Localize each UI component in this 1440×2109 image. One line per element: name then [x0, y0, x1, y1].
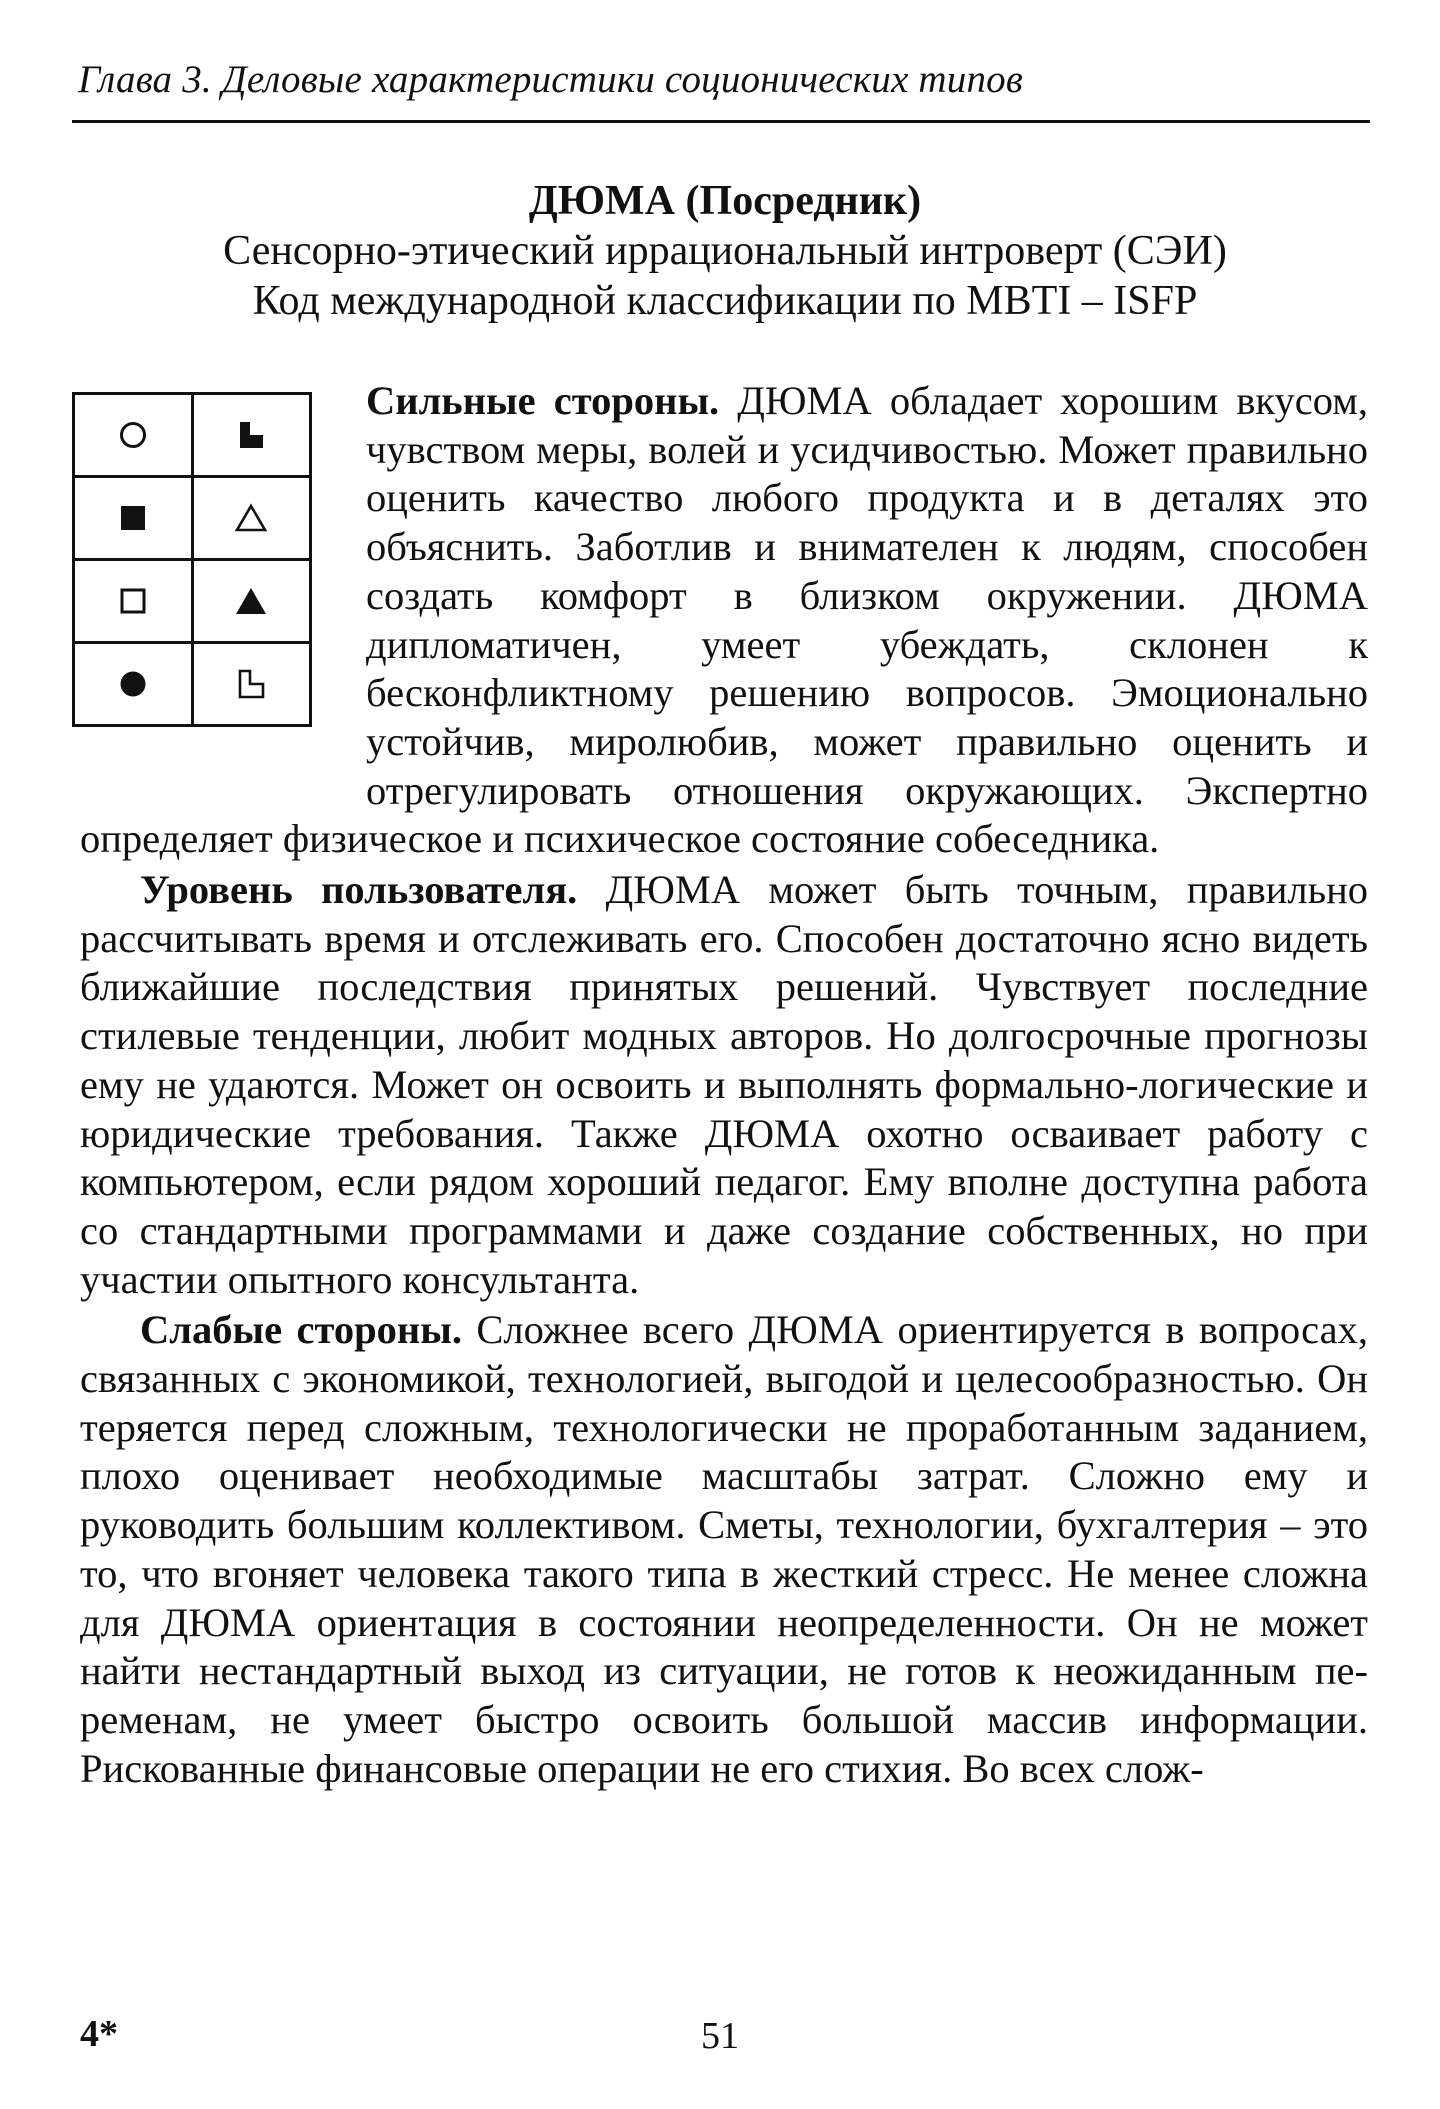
- type-name: ДЮМА (Посредник): [528, 178, 922, 224]
- page-number: 51: [701, 2015, 739, 2057]
- text-weaknesses: Сложнее всего ДЮМА ориентируется в вопросах, связанных с экономикой, технологией, выгодой и целесообразностью. Он теряется перед сложным, технологически не проработанным заданием, плохо оценивает необходимые масштабы затрат. Сложно ему и руководить большим коллективом. Сметы, технологии, бухгалтерия – это то, что вгоняет человека такого типа в жесткий стресс. Не менее сложна для ДЮМА ориентация в состоянии неопределенности. Он не может найти нестандартный выход из ситуации, не готов к неожиданным переменам, не умеет быстро освоить большой массив информации. Рискованные финансовые операции не его стихия. Во всех слож-: [80, 1307, 1368, 1791]
- mbti-code-line: Код международной классификации по MBTI – ISFP: [252, 278, 1198, 324]
- heading-strengths: Сильные стороны.: [366, 378, 720, 423]
- table-float-spacer: [80, 377, 366, 767]
- paragraph-weaknesses: [80, 1306, 1368, 1793]
- text-strengths: ДЮМА обладает хорошим вкусом, чувством меры, волей и усидчивостью. Может правильно оценить качество любого продукта и в деталях это объяснить. Заботлив и внимателен к людям, способен создать комфорт в близком окружении. ДЮМА дипломатичен, умеет убеждать, склонен к бесконфликтному решению вопросов. Эмоционально устойчив, миролюбив, может правильно оценить и отрегулировать отношения окружающих. Экспертно определяет физическое и психическое состояние собеседника.: [80, 378, 1368, 862]
- type-subtitle: Сенсорно-этический иррациональный интроверт (СЭИ): [223, 228, 1227, 274]
- heading-user-level: Уровень пользователя.: [140, 867, 578, 913]
- paragraph-user-level: [80, 866, 1368, 1304]
- signature-mark: 4*: [80, 2013, 118, 2055]
- header-rule: [72, 120, 1370, 123]
- type-title-block: [80, 176, 1370, 326]
- heading-weaknesses: Слабые стороны.: [140, 1307, 462, 1353]
- main-text: [80, 377, 1368, 1793]
- running-head: Глава 3. Деловые характеристики соционических типов: [78, 58, 1024, 101]
- text-user-level: ДЮМА может быть точным, правильно рассчитывать время и отслеживать его. Способен достаточно ясно видеть ближайшие последствия принятых решений. Чувствует последние стилевые тенденции, любит модных авторов. Но долгосрочные прогнозы ему не удаются. Может он освоить и выполнять формально-логические и юридические требования. Также ДЮМА охотно осваивает работу с компьютером, если рядом хороший педагог. Ему вполне доступна работа со стандартными программами и даже создание собственных, но при участии опытного консультанта.: [80, 867, 1369, 1302]
